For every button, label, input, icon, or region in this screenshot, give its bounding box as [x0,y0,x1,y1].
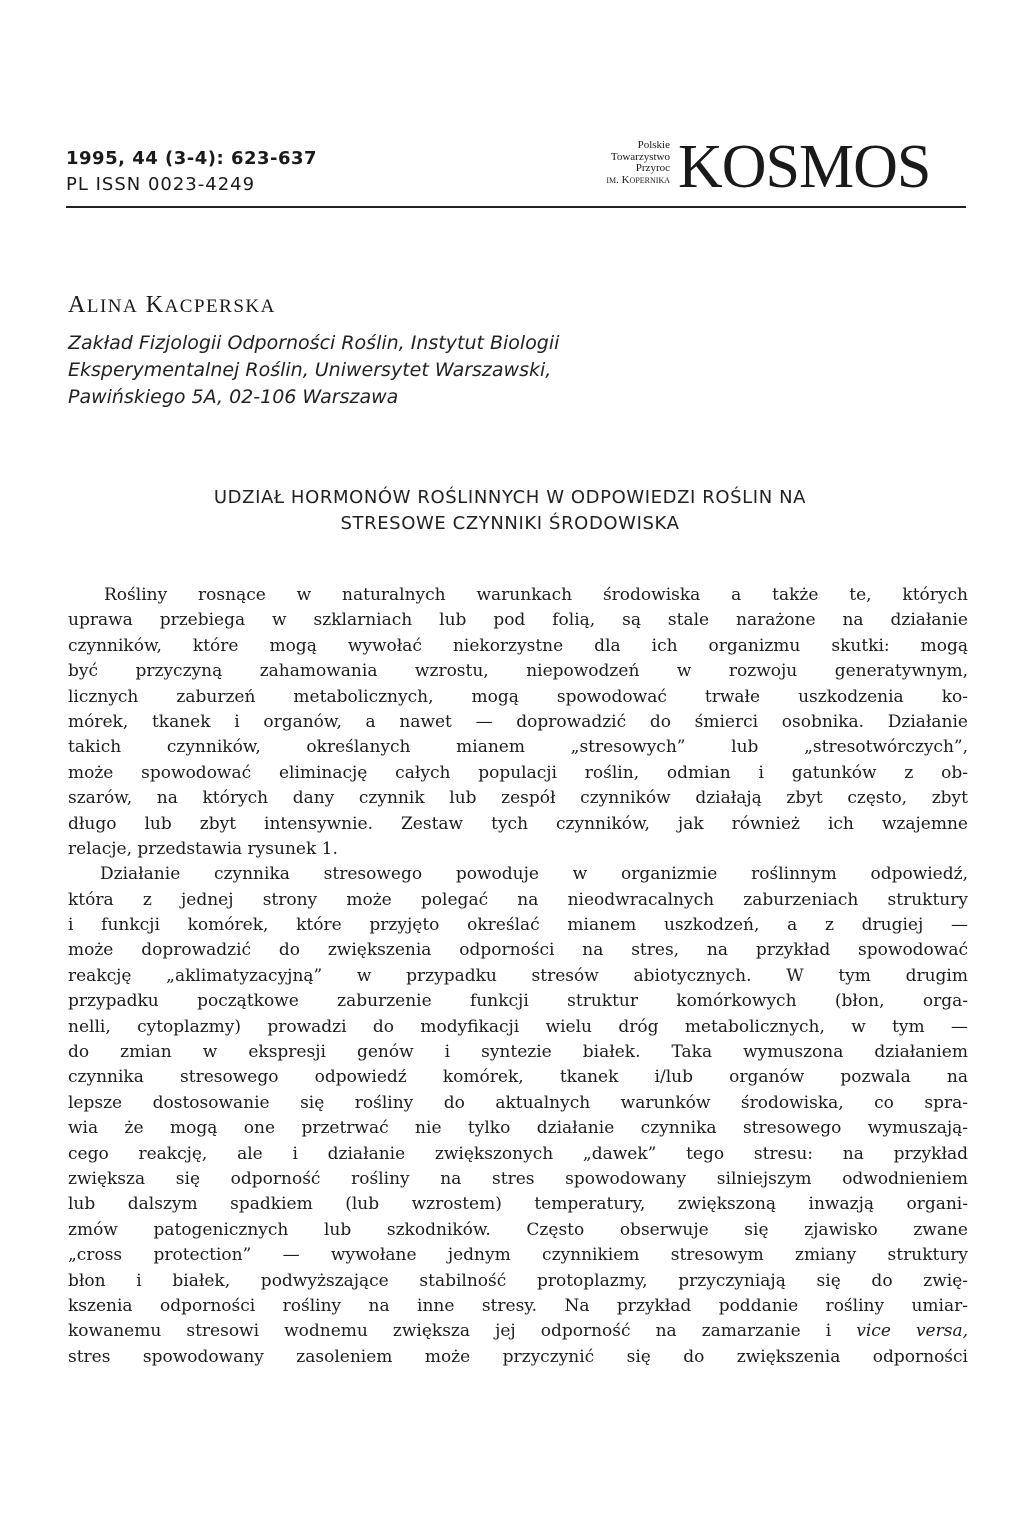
italic-phrase: vice versa, [856,1321,968,1342]
society-line: im. Kopernika [606,173,670,186]
author-first-rest: LINA [86,296,139,317]
author-last-rest: ACPERSKA [164,296,276,317]
body-line-text: kowanemu stresowi wodnemu zwiększa jej odporność na zamarzanie i [68,1321,857,1342]
body-line: szarów, na których dany czynnik lub zespół czynników działają zbyt często, zbyt [68,788,968,809]
article-title [60,485,960,537]
body-line: stres spowodowany zasoleniem może przyczynić się do zwiększenia odporności [68,1346,968,1367]
author-last-initial: K [145,292,165,318]
body-line: zmów patogenicznych lub szkodników. Często obserwuje się zjawisko zwane [68,1219,968,1240]
author-name [68,292,276,319]
body-line: i funkcji komórek, które przyjęto określać mianem uszkodzeń, a z drugiej — [68,915,968,936]
body-line: czynnika stresowego odpowiedź komórek, tkanek i/lub organów pozwala na [68,1067,968,1088]
body-line: długo lub zbyt intensywnie. Zestaw tych czynników, jak również ich wzajemne [68,813,968,834]
title-line: UDZIAŁ HORMONÓW ROŚLINNYCH W ODPOWIEDZI ROŚLIN NA [213,487,807,508]
body-line: być przyczyną zahamowania wzrostu, niepowodzeń w rozwoju generatywnym, [68,661,968,682]
journal-header [66,133,966,206]
affiliation [68,330,688,411]
body-line: lepsze dostosowanie się rośliny do aktualnych warunków środowiska, co spra- [68,1092,968,1113]
author-initial: A [68,292,87,318]
body-line: Rośliny rosnące w naturalnych warunkach środowiska a także te, których [104,585,968,605]
society-line: Polskie [637,139,670,151]
body-line: lub dalszym spadkiem (lub wzrostem) temperatury, zwiększoną inwazją organi- [68,1194,968,1215]
body-line: uprawa przebiega w szklarniach lub pod folią, są stale narażone na działanie [68,610,968,631]
body-line [68,1319,968,1344]
body-line: nelli, cytoplazmy) prowadzi do modyfikacji wielu dróg metabolicznych, w tym — [68,1016,968,1037]
body-line: kszenia odporności rośliny na inne stresy. Na przykład poddanie rośliny umiar- [68,1295,968,1316]
affiliation-line: Pawińskiego 5A, 02-106 Warszawa [68,386,399,408]
header-rule [66,206,966,208]
body-line: czynników, które mogą wywołać niekorzystne dla ich organizmu skutki: mogą [68,635,968,656]
body-line: cego reakcję, ale i działanie zwiększonych „dawek” tego stresu: na przykład [68,1143,968,1164]
article-body [68,583,968,1370]
society-logo-text [530,140,670,186]
issn: PL ISSN 0023-4249 [66,174,256,195]
title-line: STRESOWE CZYNNIKI ŚRODOWISKA [340,513,680,534]
body-line: Działanie czynnika stresowego powoduje w organizmie roślinnym odpowiedź, [100,864,968,885]
body-line: licznych zaburzeń metabolicznych, mogą spowodować trwałe uszkodzenia ko- [68,686,968,707]
society-line: Towarzystwo [610,150,670,163]
affiliation-line: Zakład Fizjologii Odporności Roślin, Instytut Biologii [68,332,560,354]
body-line: do zmian w ekspresji genów i syntezie białek. Taka wymuszona działaniem [68,1042,968,1063]
body-line: relacje, przedstawia rysunek 1. [68,838,338,859]
body-line: mórek, tkanek i organów, a nawet — doprowadzić do śmierci osobnika. Działanie [68,711,968,732]
body-line: błon i białek, podwyższające stabilność protoplazmy, przyczyniają się do zwię- [68,1270,968,1291]
body-line: takich czynników, określanych mianem „stresowych” lub „stresotwórczych”, [68,737,968,758]
body-line: może spowodować eliminację całych populacji roślin, odmian i gatunków z ob- [68,762,968,783]
journal-title: KOSMOS [678,133,931,201]
body-line: „cross protection” — wywołane jednym czynnikiem stresowym zmiany struktury [68,1245,968,1266]
body-line: która z jednej strony może polegać na nieodwracalnych zaburzeniach struktury [68,889,968,910]
affiliation-line: Eksperymentalnej Roślin, Uniwersytet Warszawski, [68,359,552,381]
body-line: zwiększa się odporność rośliny na stres spowodowany silniejszym odwodnieniem [68,1168,968,1189]
body-line: może doprowadzić do zwiększenia odporności na stres, na przykład spowodować [68,940,968,961]
body-line: przypadku początkowe zaburzenie funkcji struktur komórkowych (błon, orga- [68,991,968,1012]
society-line: Przyroc [635,162,670,174]
issue-info: 1995, 44 (3-4): 623-637 [66,148,318,169]
body-line: wia że mogą one przetrwać nie tylko działanie czynnika stresowego wymuszają- [68,1118,968,1139]
body-line: reakcję „aklimatyzacyjną” w przypadku stresów abiotycznych. W tym drugim [68,965,968,986]
